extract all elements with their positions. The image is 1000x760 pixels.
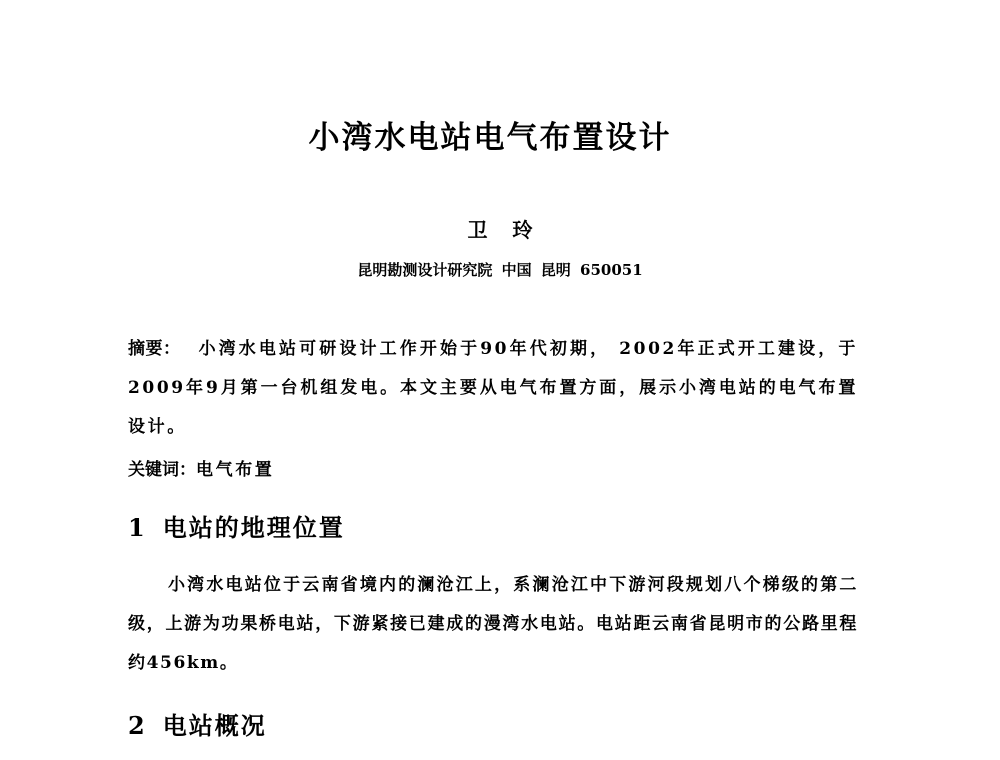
keywords	[128, 455, 274, 480]
section-1-heading	[128, 508, 345, 543]
section-1-paragraph: 小湾水电站位于云南省境内的澜沧江上，系澜沧江中下游河段规划八个梯级的第二级，上游为功果桥电站，下游紧接已建成的漫湾水电站。电站距云南省昆明市的公路里程约456km。	[128, 575, 858, 673]
keywords-label: 关键词：	[128, 460, 196, 480]
paper-title: 小湾水电站电气布置设计	[308, 120, 672, 156]
section-2-number: 2	[128, 711, 145, 740]
section-1-number: 1	[128, 513, 145, 542]
section-2-heading	[128, 706, 267, 741]
section-1-title: 电站的地理位置	[162, 513, 345, 542]
abstract-text: 小湾水电站可研设计工作开始于90年代初期， 2002年正式开工建设，于2009年9月第一台机组发电。本文主要从电气布置方面，展示小湾电站的电气布置设计。	[128, 339, 859, 437]
author-affiliation: 昆明勘测设计研究院 中国 昆明 650051	[357, 261, 643, 279]
abstract	[128, 330, 858, 447]
abstract-label: 摘要：	[128, 339, 181, 359]
author-name: 卫 玲	[467, 218, 533, 242]
section-2-title: 电站概况	[162, 711, 267, 740]
keywords-text: 电气布置	[196, 460, 275, 480]
